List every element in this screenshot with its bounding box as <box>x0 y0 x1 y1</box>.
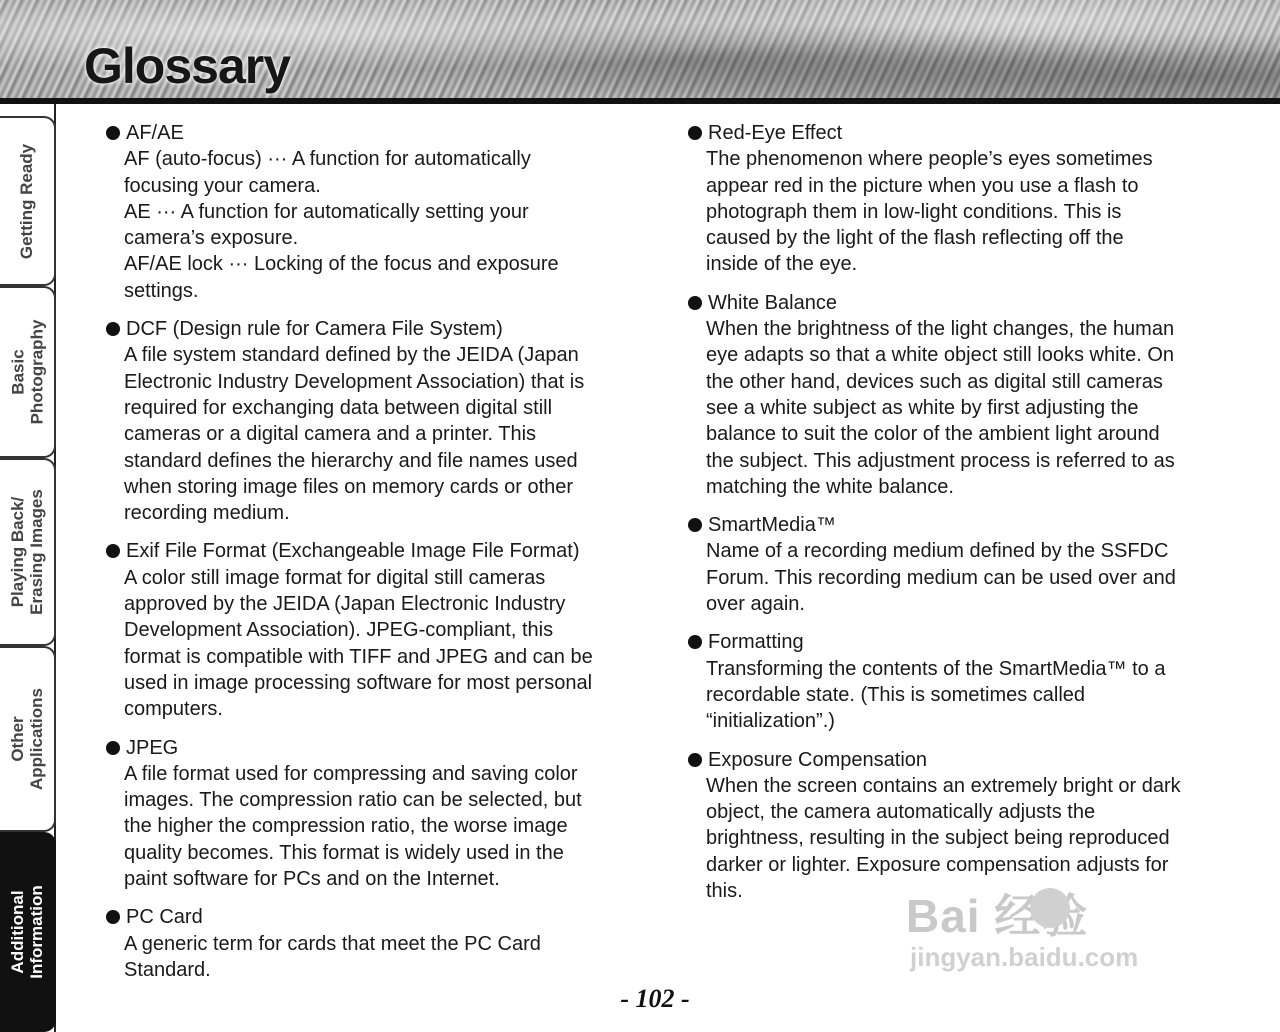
glossary-definition: A generic term for cards that meet the PC Card Standard. <box>124 932 541 981</box>
glossary-term: White Balance <box>708 291 837 314</box>
glossary-term: DCF (Design rule for Camera File System) <box>126 318 503 341</box>
glossary-entry <box>104 120 649 304</box>
tab-label: Playing Back/ Erasing Images <box>8 489 47 615</box>
tab-label: Getting Ready <box>17 143 37 259</box>
glossary-definition: Name of a recording medium defined by the SSFDC Forum. This recording medium can be used over and over again. <box>706 540 1176 616</box>
tab-label: Other Applications <box>8 687 47 791</box>
glossary-entry <box>104 538 649 722</box>
tab-basic-photography[interactable] <box>0 286 56 458</box>
glossary-definition: A file format used for compressing and saving color images. The compression ratio can be selected, but the higher the compression ratio, the worse image quality becomes. This format is widely used in the paint software for PCs and on the Internet. <box>124 762 582 891</box>
watermark-url: jingyan.baidu.com <box>910 942 1139 972</box>
bullet-icon <box>688 518 702 532</box>
page-title: Glossary <box>84 38 291 94</box>
glossary-term: Red-Eye Effect <box>708 122 843 144</box>
glossary-term: PC Card <box>126 906 203 929</box>
glossary-term: Exposure Compensation <box>708 748 928 771</box>
glossary-entry <box>686 512 1246 617</box>
tab-label: Additional Information <box>8 885 46 979</box>
glossary-definition: The phenomenon where people’s eyes sometimes appear red in the picture when you use a flash to photograph them in low-light conditions. This is caused by the light of the flash reflecting off the inside of the eye. <box>706 148 1153 276</box>
glossary-definition: A color still image format for digital still cameras approved by the JEIDA (Japan Electronic Industry Development Association). JPEG-compliant, this format is compatible with TIFF and JPEG and can be used in image processing software for most personal computers. <box>124 566 593 721</box>
bullet-icon <box>688 635 702 649</box>
tab-label: Basic Photography <box>8 319 46 425</box>
watermark-brand: Bai 经验 <box>906 890 1089 942</box>
paw-icon <box>1030 888 1070 928</box>
bullet-icon <box>106 544 120 558</box>
glossary-definition: AF (auto-focus) ··· A function for automatically focusing your camera. AE ··· A function for automatically setting your camera’s exposure. AF/AE lock ··· Locking of the focus and exposure settings. <box>124 148 559 302</box>
glossary-entry <box>104 316 649 526</box>
glossary-column-right <box>686 120 1246 916</box>
bullet-icon <box>688 296 702 310</box>
bullet-icon <box>688 753 702 767</box>
tab-additional-information[interactable] <box>0 832 56 1032</box>
glossary-entry <box>686 120 1246 278</box>
header-rule <box>0 98 1280 104</box>
bullet-icon <box>106 741 120 755</box>
glossary-entry <box>104 735 649 893</box>
bullet-icon <box>106 910 120 924</box>
glossary-column-left <box>104 120 649 995</box>
bullet-icon <box>688 126 702 140</box>
glossary-definition: When the screen contains an extremely bright or dark object, the camera automatically adjusts the brightness, resulting in the subject being reproduced darker or lighter. Exposure compensation adjusts for this. <box>706 774 1181 903</box>
glossary-term: Exif File Format (Exchangeable Image File Format) <box>126 540 580 563</box>
baidu-watermark <box>906 880 1206 980</box>
glossary-entry <box>686 290 1246 500</box>
glossary-definition: When the brightness of the light changes, the human eye adapts so that a white object still looks white. On the other hand, devices such as digital still cameras see a white subject as white by first adjusting the balance to suit the color of the ambient light around the subject. This adjustment process is referred to as matching the white balance. <box>706 318 1175 498</box>
glossary-definition: A file system standard defined by the JEIDA (Japan Electronic Industry Development Association) that is required for exchanging data between digital still cameras or a digital camera and a printer. This standard defines the hierarchy and file names used when storing image files on memory cards or other recording medium. <box>124 344 585 525</box>
glossary-term: SmartMedia™ <box>708 514 836 537</box>
page-number: - 102 - <box>620 984 690 1013</box>
tab-playing-back-erasing-images[interactable] <box>0 458 56 646</box>
glossary-entry <box>686 629 1246 734</box>
glossary-definition: Transforming the contents of the SmartMedia™ to a recordable state. (This is sometimes called “initialization”.) <box>706 657 1166 733</box>
glossary-entry <box>104 904 649 983</box>
glossary-term: Formatting <box>708 631 804 654</box>
tab-other-applications[interactable] <box>0 646 56 832</box>
glossary-term: JPEG <box>126 736 179 759</box>
glossary-term: AF/AE <box>126 122 184 144</box>
bullet-icon <box>106 126 120 140</box>
tab-getting-ready[interactable] <box>0 116 56 286</box>
bullet-icon <box>106 322 120 336</box>
